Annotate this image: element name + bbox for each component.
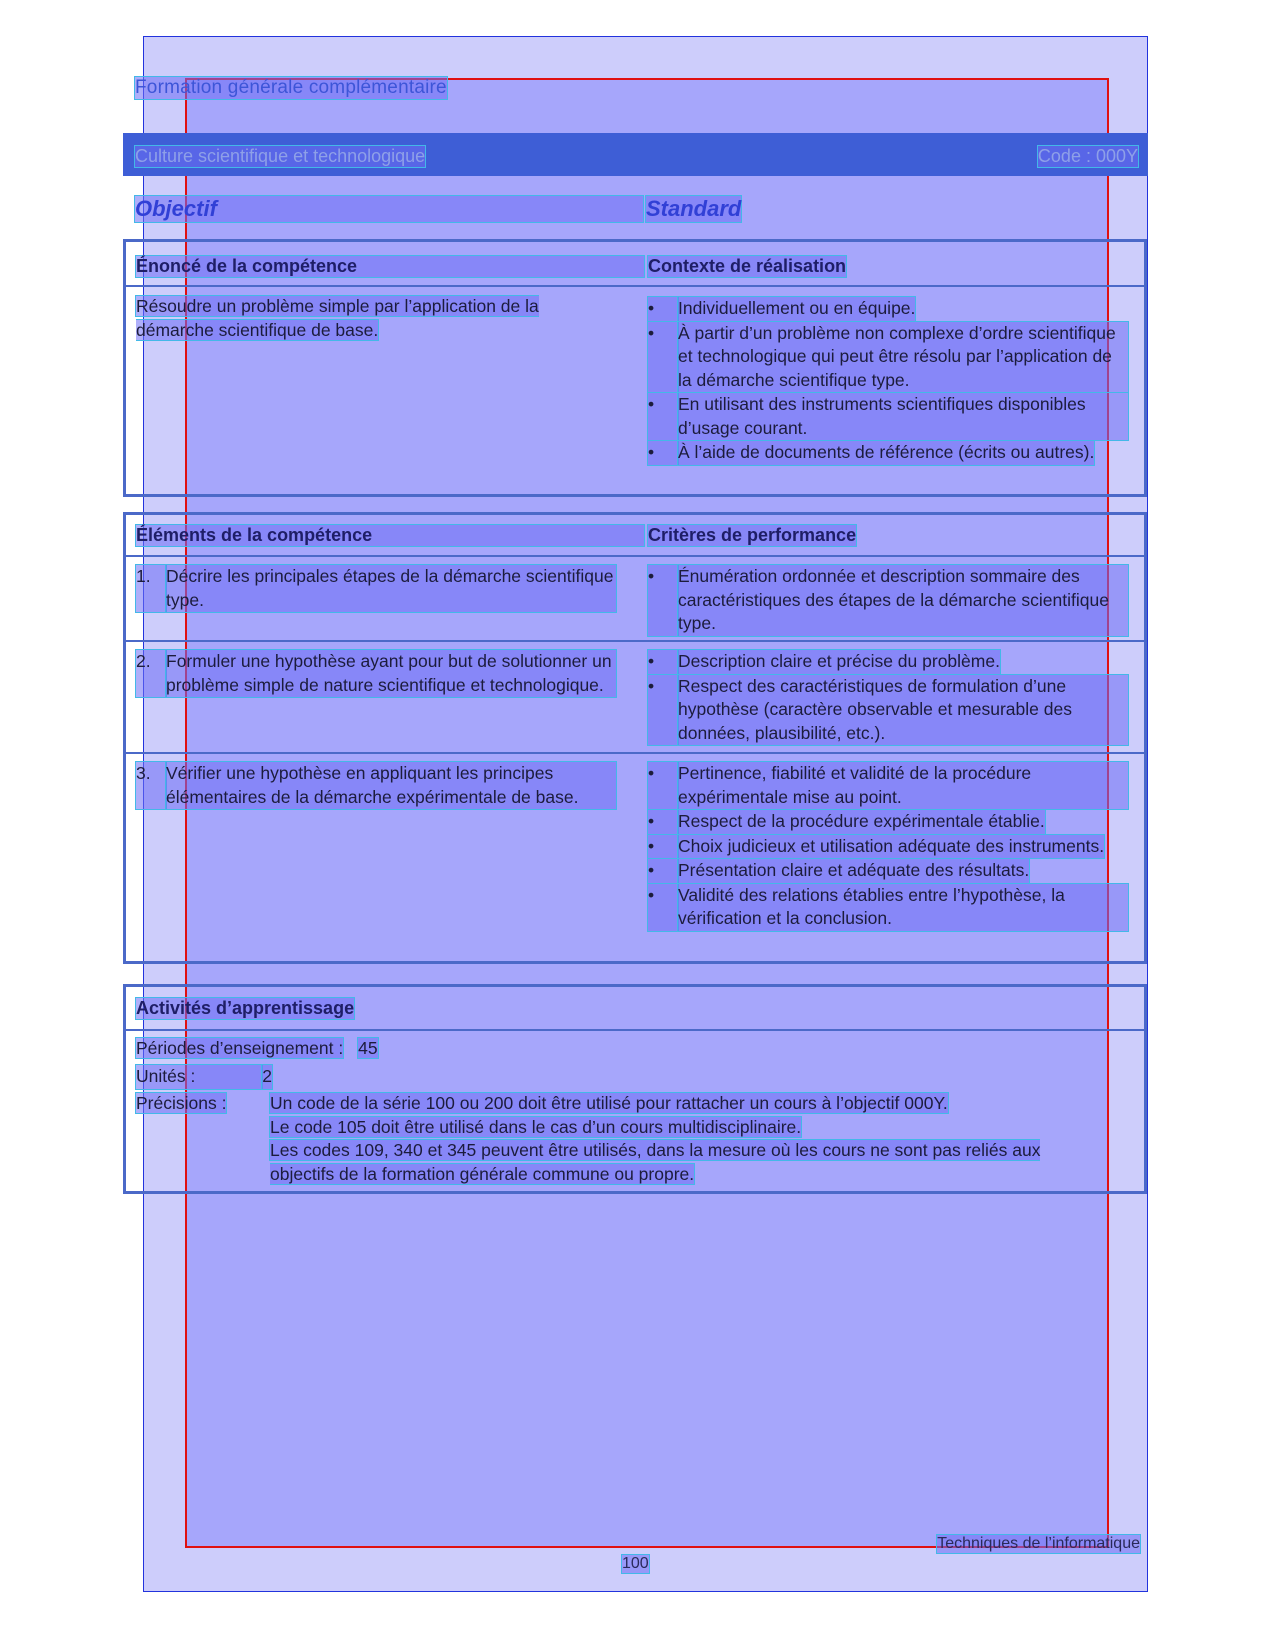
- competence-statement-header: Énoncé de la compétence: [136, 256, 644, 277]
- competence-box: [123, 239, 1147, 497]
- list-item: • À l’aide de documents de référence (écrits ou autres).: [648, 441, 1128, 465]
- competence-statement-text: Résoudre un problème simple par l’application de la démarche scientifique de base.: [136, 296, 539, 340]
- activities-header: Activités d’apprentissage: [136, 998, 355, 1018]
- list-item: • Énumération ordonnée et description sommaire des caractéristiques des étapes de la démarche scientifique type.: [648, 565, 1128, 636]
- row-divider: [126, 640, 1144, 642]
- element-row-2: 2. Formuler une hypothèse ayant pour but de solutionner un problème simple de nature scientifique et technologique.: [136, 650, 616, 697]
- bullet-icon: •: [648, 441, 678, 465]
- row-divider: [126, 1029, 1144, 1031]
- elements-header: Éléments de la compétence: [136, 525, 644, 546]
- periods-value: 45: [358, 1038, 378, 1058]
- periods-label: Périodes d’enseignement :: [136, 1038, 344, 1058]
- bullet-icon: •: [648, 884, 678, 931]
- list-item: Un code de la série 100 ou 200 doit être utilisé pour rattacher un cours à l’objectif 000Y.: [270, 1093, 948, 1113]
- units-value: 2: [262, 1065, 272, 1089]
- band-subject: Culture scientifique et technologique: [135, 146, 426, 166]
- bullet-icon: •: [648, 297, 678, 321]
- bullet-icon: •: [648, 650, 678, 674]
- bullet-icon: •: [648, 762, 678, 809]
- context-list: [648, 297, 1128, 465]
- bullet-icon: •: [648, 322, 678, 393]
- criteria-header: Critères de performance: [648, 525, 857, 545]
- list-item: • Choix judicieux et utilisation adéquate des instruments.: [648, 835, 1128, 859]
- list-item: • En utilisant des instruments scientifiques disponibles d’usage courant.: [648, 393, 1128, 440]
- bullet-icon: •: [648, 565, 678, 636]
- band-code: Code : 000Y: [1037, 146, 1138, 166]
- list-item: • Individuellement ou en équipe.: [648, 297, 1128, 321]
- bullet-icon: •: [648, 835, 678, 859]
- page-number: 100: [622, 1555, 649, 1572]
- criteria-list-1: [648, 565, 1128, 636]
- list-item: • Respect de la procédure expérimentale établie.: [648, 810, 1128, 834]
- competence-statement: [136, 295, 614, 342]
- criteria-list-2: [648, 650, 1128, 745]
- units-label: Unités :: [136, 1065, 262, 1089]
- list-item: • Pertinence, fiabilité et validité de la procédure expérimentale mise au point.: [648, 762, 1128, 809]
- criteria-list-3: [648, 762, 1128, 931]
- list-item: • Respect des caractéristiques de formulation d’une hypothèse (caractère observable et mesurable des données, plausibilité, etc.).: [648, 675, 1128, 746]
- elements-box: [123, 512, 1147, 964]
- document-title: Formation générale complémentaire: [135, 77, 447, 98]
- objectif-heading: Objectif: [135, 196, 643, 222]
- bullet-icon: •: [648, 393, 678, 440]
- units-row: [136, 1065, 272, 1089]
- bullet-icon: •: [648, 810, 678, 834]
- list-item: Les codes 109, 340 et 345 peuvent être utilisés, dans la mesure où les cours ne sont pas reliés aux objectifs de la formation générale commune ou propre.: [270, 1140, 1041, 1184]
- row-divider: [126, 555, 1144, 557]
- row-divider: [126, 752, 1144, 754]
- precisions-label: Précisions :: [136, 1093, 227, 1113]
- bullet-icon: •: [648, 675, 678, 746]
- element-row-1: 1. Décrire les principales étapes de la démarche scientifique type.: [136, 565, 616, 612]
- footer-program: Techniques de l’informatique: [937, 1535, 1140, 1552]
- periods-row: [136, 1037, 378, 1061]
- bullet-icon: •: [648, 859, 678, 883]
- context-header: Contexte de réalisation: [648, 256, 847, 276]
- list-item: • Présentation claire et adéquate des résultats.: [648, 859, 1128, 883]
- list-item: Le code 105 doit être utilisé dans le cas d’un cours multidisciplinaire.: [270, 1116, 802, 1137]
- list-item: • Description claire et précise du problème.: [648, 650, 1128, 674]
- precisions-list: [270, 1092, 1100, 1186]
- element-row-3: 3. Vérifier une hypothèse en appliquant les principes élémentaires de la démarche expérimentale de base.: [136, 762, 616, 809]
- list-item: • À partir d’un problème non complexe d’ordre scientifique et technologique qui peut être résolu par l’application de la démarche scientifique type.: [648, 322, 1128, 393]
- list-item: • Validité des relations établies entre l’hypothèse, la vérification et la conclusion.: [648, 884, 1128, 931]
- precisions-label-wrap: [136, 1092, 226, 1116]
- activities-box: [123, 984, 1147, 1194]
- row-divider: [126, 285, 1144, 287]
- standard-heading: Standard: [646, 196, 742, 221]
